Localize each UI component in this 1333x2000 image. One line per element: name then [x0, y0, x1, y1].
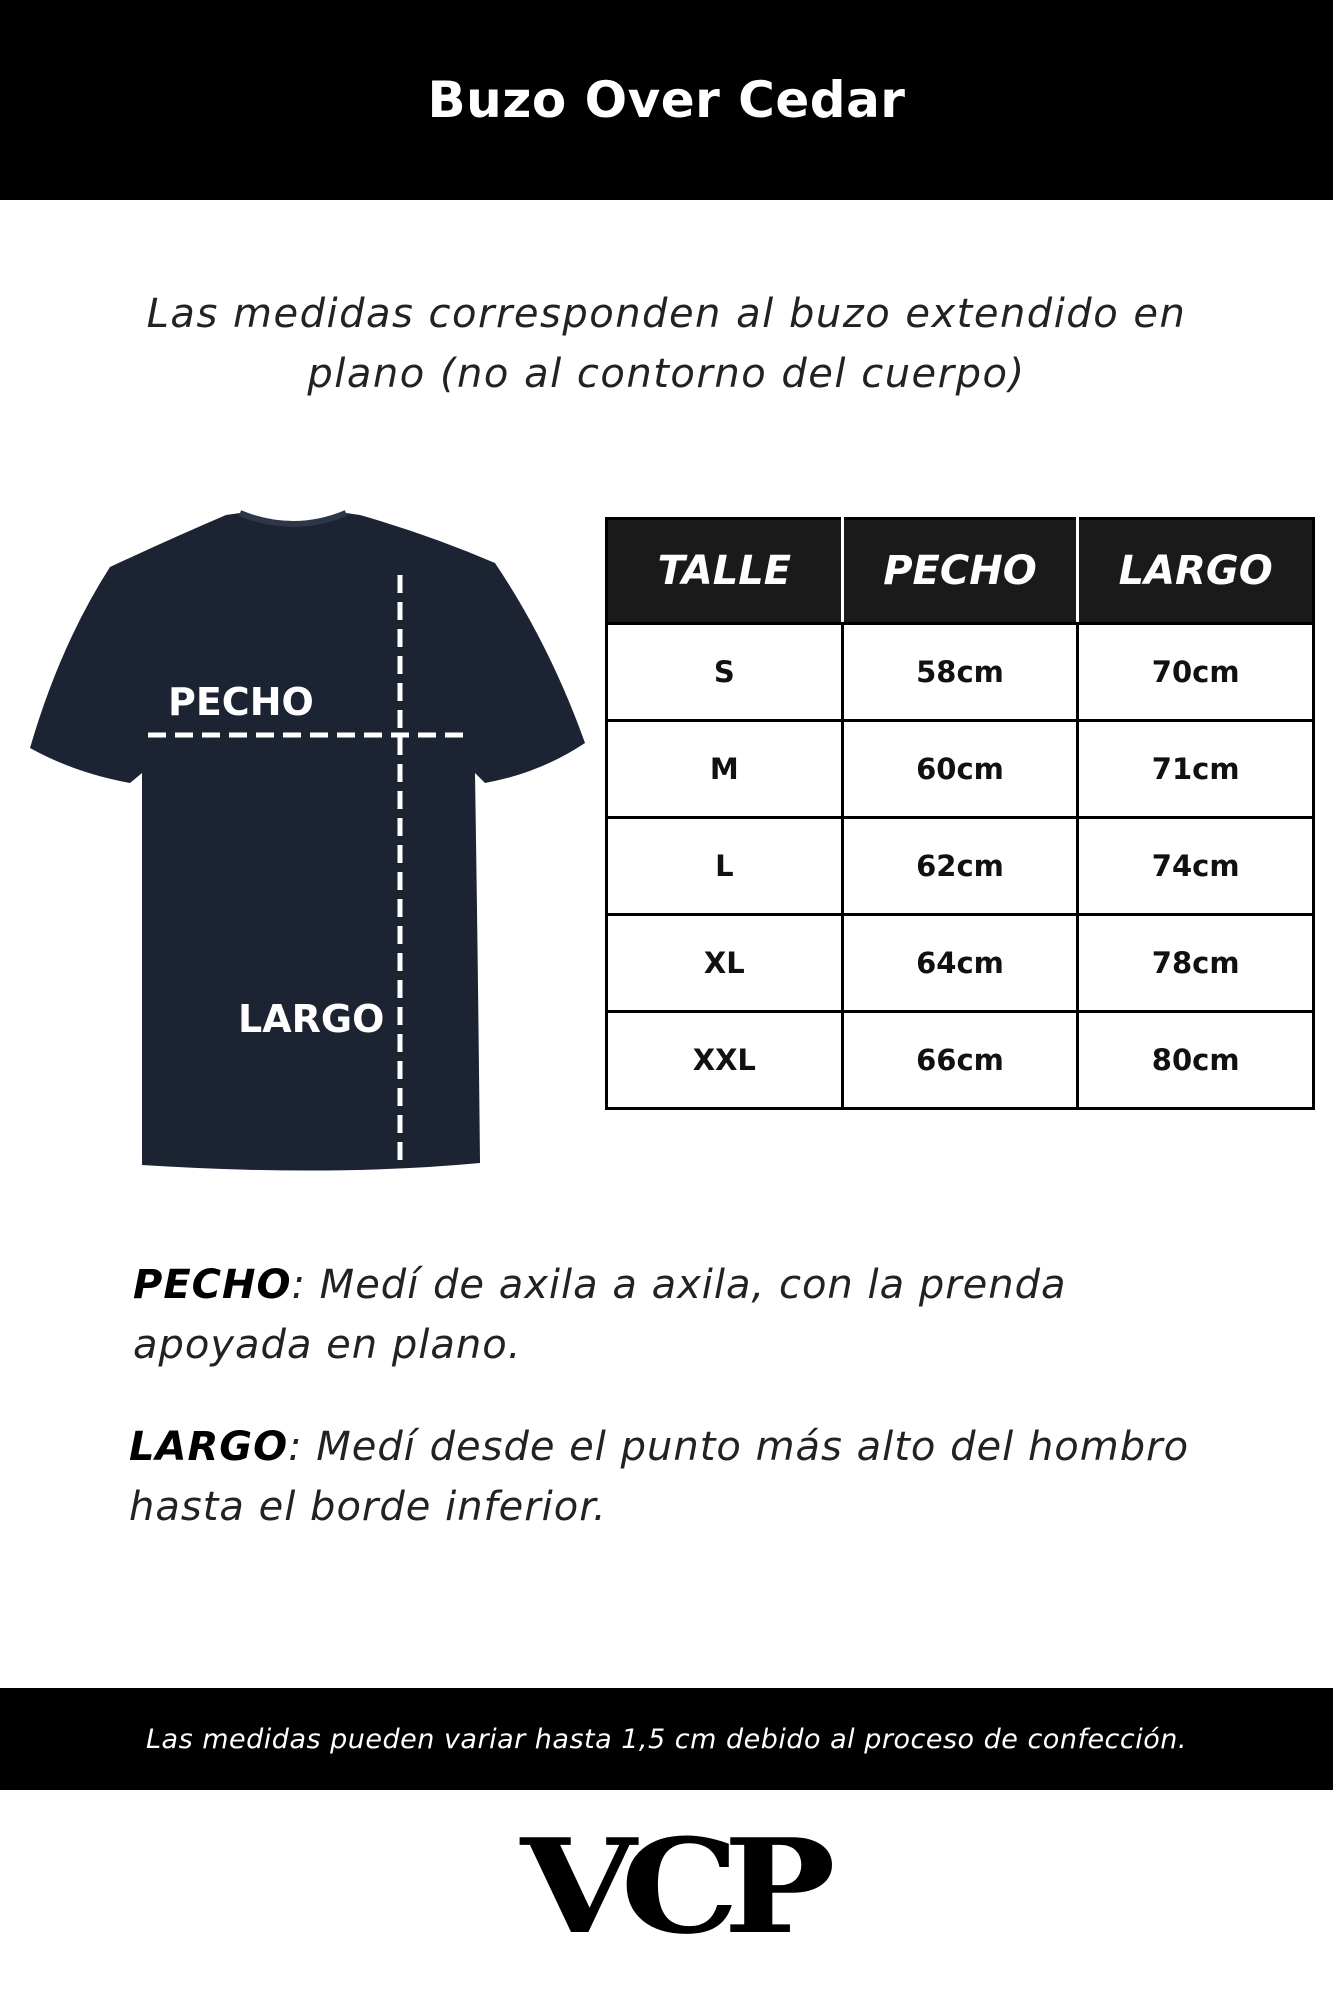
chest-instruction-line-2: apoyada en plano. — [133, 1322, 522, 1368]
header-bar — [0, 0, 1333, 200]
intro-line-1: Las medidas corresponden al buzo extendido en — [146, 291, 1187, 337]
brand-logo — [520, 1810, 820, 1963]
length-cell: 78cm — [1078, 915, 1314, 1012]
column-header-size: TALLE — [607, 519, 843, 624]
length-cell: 71cm — [1078, 721, 1314, 818]
size-cell: L — [607, 818, 843, 915]
table-row — [607, 624, 1314, 721]
brand-logo-text: VCP — [520, 1810, 820, 1963]
chest-cell: 62cm — [842, 818, 1078, 915]
tshirt-illustration — [30, 505, 590, 1175]
size-cell: M — [607, 721, 843, 818]
footer-bar — [0, 1688, 1333, 1790]
chest-instruction — [133, 1255, 1067, 1375]
table-row — [607, 721, 1314, 818]
length-term: LARGO — [129, 1424, 289, 1470]
length-instruction-text: : Medí desde el punto más alto del hombro — [288, 1424, 1190, 1470]
intro-text — [110, 284, 1223, 404]
table-row — [607, 818, 1314, 915]
footer-disclaimer: Las medidas pueden variar hasta 1,5 cm debido al proceso de confección. — [146, 1723, 1187, 1755]
column-header-chest: PECHO — [842, 519, 1078, 624]
length-cell: 74cm — [1078, 818, 1314, 915]
length-cell: 80cm — [1078, 1012, 1314, 1109]
length-instruction-line-1 — [129, 1417, 1189, 1477]
chest-cell: 60cm — [842, 721, 1078, 818]
tshirt-diagram — [30, 505, 590, 1175]
column-header-length: LARGO — [1078, 519, 1314, 624]
length-label: LARGO — [238, 997, 385, 1041]
table-row — [607, 1012, 1314, 1109]
chest-label: PECHO — [168, 680, 314, 724]
chest-cell: 66cm — [842, 1012, 1078, 1109]
size-table — [605, 517, 1315, 1110]
size-cell: S — [607, 624, 843, 721]
length-instruction-line-2: hasta el borde inferior. — [129, 1484, 607, 1530]
size-cell: XL — [607, 915, 843, 1012]
chest-instruction-line-1 — [133, 1255, 1067, 1315]
tshirt-body — [30, 513, 585, 1171]
chest-term: PECHO — [133, 1262, 292, 1308]
length-instruction — [129, 1417, 1189, 1537]
size-cell: XXL — [607, 1012, 843, 1109]
chest-cell: 58cm — [842, 624, 1078, 721]
chest-instruction-text: : Medí de axila a axila, con la prenda — [291, 1262, 1067, 1308]
length-cell: 70cm — [1078, 624, 1314, 721]
chest-cell: 64cm — [842, 915, 1078, 1012]
page-title: Buzo Over Cedar — [427, 71, 906, 129]
table-row — [607, 915, 1314, 1012]
intro-line-2: plano (no al contorno del cuerpo) — [307, 351, 1026, 397]
table-header-row — [607, 519, 1314, 624]
